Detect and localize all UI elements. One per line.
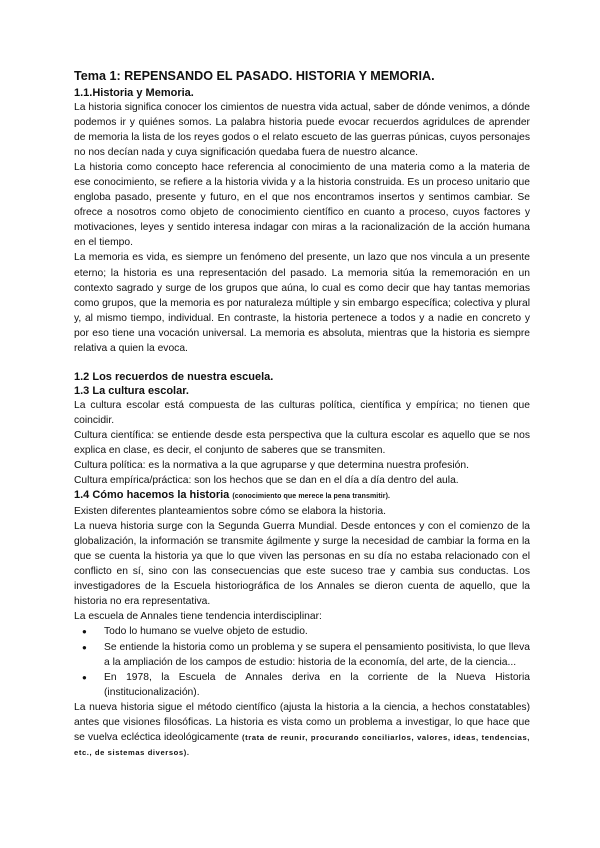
section-heading-historia-memoria: 1.1.Historia y Memoria. [74,87,194,99]
paragraph: Cultura empírica/práctica: son los hechos que se dan en el día a día dentro del aula. [74,475,459,487]
list-item: ● Se entiende la historia como un problema y se supera el pensamiento positivista, lo que lleva a la ampliación de los campos de estudio: historia de la economía, del arte, de la ciencia... [104,640,530,670]
paragraph: La cultura escolar está compuesta de las culturas política, científica y empírica; no tienen que coincidir. [74,399,530,426]
paragraph-note: (trata de reunir, procurando conciliarlos, valores, ideas, tendencias, etc., de sistemas diversos). [74,732,530,757]
paragraph: La memoria es vida, es siempre un fenómeno del presente, un lazo que nos vincula a un presente eterno; la historia es una representación del pasado. La memoria sitúa la rememoración en un contexto sagrado y surge de los grupos que aúna, lo cual es como decir que hay tantas memorias como grupos, que la memoria es por naturaleza múltiple y sin embargo específica; colectiva y plural y, al mismo tiempo, individual. En contraste, la historia pertenece a todos y a nadie en concreto y por eso tiene una vocación universal. La memoria es absoluta, mientras que la historia es siempre relativa a quien la evoca. [74,252,530,354]
paragraph [74,700,530,760]
heading-note: (conocimiento que merece la pena transmitir). [232,493,391,501]
section-heading-como-hacemos-historia [74,488,530,504]
paragraph: La historia significa conocer los cimientos de nuestra vida actual, saber de dónde venimos, a dónde podemos ir y quiénes somos. La palabra historia puede evocar recuerdos agridulces de aprender de memoria la lista de los reyes godos o el relato escueto de las guerras púnicas, cuyos personajes no nos decían nada y cuya significación quedaba fuera de nuestro alcance. [74,102,530,159]
section-heading-cultura-escolar: 1.3 La cultura escolar. [74,384,189,397]
paragraph: Existen diferentes planteamientos sobre cómo se elabora la historia. [74,506,386,518]
bullet-list [74,624,530,699]
paragraph: La historia como concepto hace referencia al conocimiento de una materia como a la materia de ese conocimiento, se refiere a la historia vivida y a la historia construida. Es un proceso unitario que engloba pasado, presente y futuro, en el que nos encontramos insertos y sentimos cambiar. Se ofrece a nosotros como objeto de conocimiento científico en cuanto a proceso, cuyos factores y motivaciones, leyes y sentido interesa indagar con miras a la racionalización de la acción humana en el tiempo. [74,162,530,249]
paragraph: Cultura científica: se entiende desde esta perspectiva que la cultura escolar es aquello que se nos explica en clase, es decir, el conjunto de saberes que se transmiten. [74,429,530,456]
page-title: Tema 1: REPENSANDO EL PASADO. HISTORIA Y MEMORIA. [74,69,435,83]
document-page [74,68,530,760]
paragraph: La nueva historia surge con la Segunda Guerra Mundial. Desde entonces y con el comienzo de la globalización, la información se transmite ágilmente y surge la necesidad de cambiar la forma en la que se cuenta la historia ya que lo que viven las personas en su día no estaba relacionado con el conflicto en sí, sino con las consecuencias que este suceso trae y cambia sus conductas. Los investigadores de la Escuela historiográfica de los Annales se dieron cuenta de aquello, que la historia no era representativa. [74,521,530,608]
paragraph: Cultura política: es la normativa a la que agruparse y que determina nuestra profesión. [74,459,469,471]
heading-text: 1.4 Cómo hacemos la historia [74,489,230,502]
list-item: ● Todo lo humano se vuelve objeto de estudio. [104,624,530,639]
paragraph: La escuela de Annales tiene tendencia interdisciplinar: [74,611,322,623]
paragraph-text: La nueva historia sigue el método científico (ajusta la historia a la ciencia, a hechos constatables) antes que visiones filosóficas. La historia es vista como un problema a investigar, lo que hace que se vuelva ecléctica ideológicamente [74,701,530,743]
list-item: ● En 1978, la Escuela de Annales deriva en la corriente de la Nueva Historia (institucionalización). [104,670,530,700]
spacer [74,356,530,370]
section-heading-recuerdos: 1.2 Los recuerdos de nuestra escuela. [74,370,274,383]
